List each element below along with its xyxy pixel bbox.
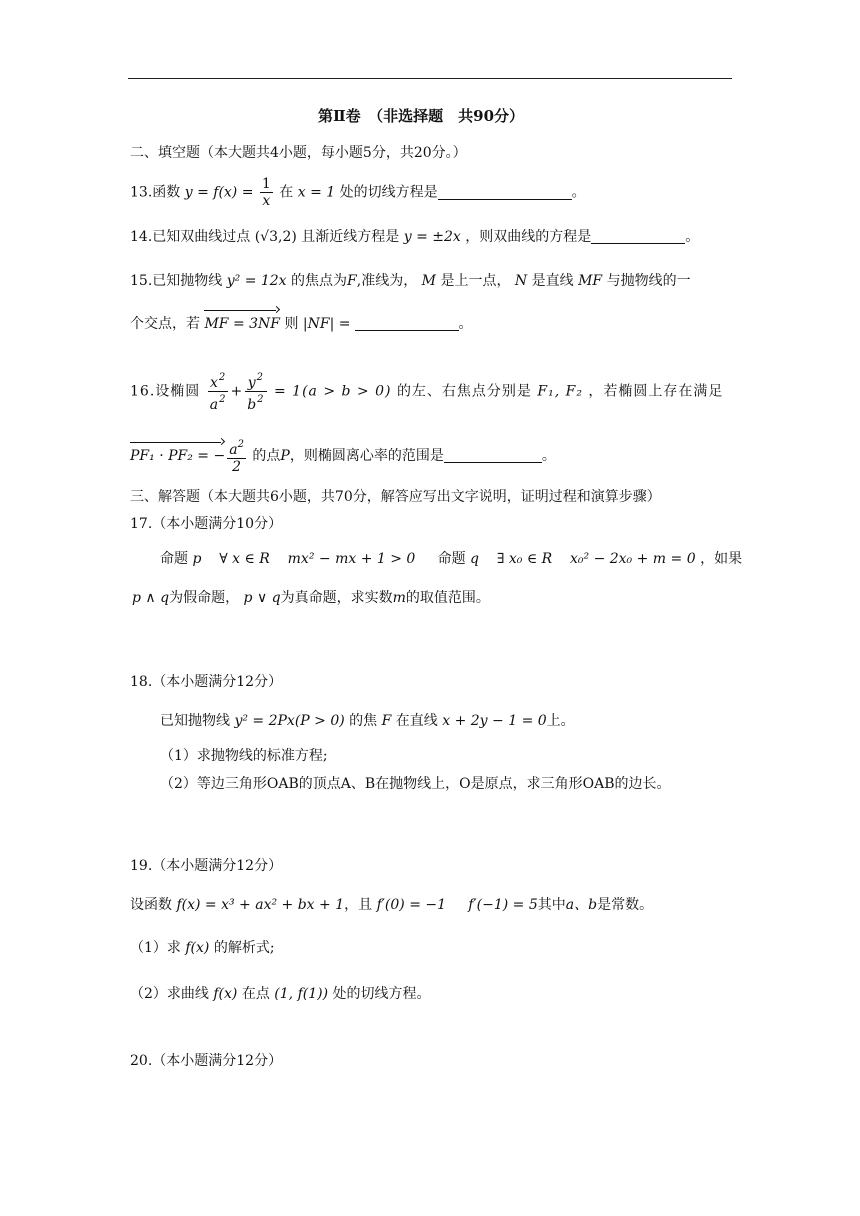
q16-frac-y: $\frac{y^2}{b^2}$: [247, 372, 265, 413]
q17-q: q: [470, 551, 480, 567]
page-title: 第Ⅱ卷 （非选择题 共90分）: [318, 107, 525, 125]
q19-a: 设函数: [130, 897, 172, 913]
q19-sub-2: [130, 984, 431, 1004]
q17-inequality: mx² − mx + 1 > 0: [287, 551, 416, 567]
q18-parabola: y² = 2Px(P > 0): [234, 713, 345, 729]
q17-or: p ∨ q: [243, 590, 281, 606]
q13-answer-blank[interactable]: [438, 185, 572, 200]
q18-F: F: [381, 713, 392, 729]
q17-forall: ∀ x ∈ R: [219, 551, 270, 567]
q17-l2-b: 为假命题，: [169, 590, 240, 606]
q17-g: ，如果: [700, 551, 743, 567]
q16-dot-product: PF₁ · PF₂ = −: [130, 448, 226, 464]
q13-text-a: 在: [279, 184, 294, 201]
q13-x-eq-1: x = 1: [297, 184, 336, 201]
q16-end: 。: [541, 448, 556, 464]
header-rule: [128, 78, 732, 79]
q13-fraction: $\frac{1}{x}$: [261, 176, 271, 209]
q16-frac-x: $\frac{x^2}{a^2}$: [209, 372, 227, 413]
q17-l2-d: 为真命题，求实数: [280, 590, 393, 606]
q16-condition: = 1(a > b > 0): [273, 383, 392, 400]
q19-s1-b: 的解析式;: [213, 940, 275, 956]
q19-heading: 19.（本小题满分12分）: [130, 858, 283, 874]
q18-d: 上。: [546, 713, 575, 729]
q15-M: M: [421, 273, 437, 289]
q15-N: N: [514, 273, 528, 289]
q19-cond-1: f′(0) = −1: [376, 897, 447, 913]
q17-heading: 17.（本小题满分10分）: [130, 516, 283, 532]
question-16-line-2: [130, 437, 556, 475]
q19-d: 其中: [537, 897, 566, 913]
section3-heading: 三、解答题（本大题共6小题，共70分，解答应写出文字说明，证明过程和演算步骤）: [130, 489, 661, 505]
q20-heading: 20.（本小题满分12分）: [130, 1053, 283, 1069]
q19-sub-1: [130, 938, 275, 958]
q18-c: 在直线: [395, 713, 438, 729]
q17-line-2: [132, 588, 490, 608]
q15-vector-eq: MF = 3NF: [204, 316, 281, 332]
q17-line-1: [160, 549, 742, 569]
question-16-line-1: 16.设椭圆 $\frac{x^2}{a^2}$ + $\frac{y^2}{b^2}$ = 1(a > b > 0) 的左、右焦点分别是 F₁, F₂ ，若椭圆上存在满足: [130, 372, 724, 413]
q13-end: 。: [571, 184, 586, 201]
question-15-line-2: [130, 314, 473, 334]
question-13: [130, 176, 586, 209]
q13-text-b: 处的切线方程是: [339, 184, 438, 201]
q16-post: ，若椭圆上存在满足: [588, 383, 724, 400]
q19-s2-a: （2）求曲线: [130, 986, 209, 1002]
q18-a: 已知抛物线: [160, 713, 230, 729]
q17-and: p ∧ q: [132, 590, 170, 606]
q17-p: p: [192, 551, 202, 567]
q19-function: f(x) = x³ + ax² + bx + 1: [176, 897, 345, 913]
q14-answer-blank[interactable]: [591, 229, 685, 244]
question-15-line-1: [130, 271, 691, 291]
q17-m: m: [392, 590, 406, 606]
q14-mid: 且渐近线方程是: [301, 229, 400, 245]
q15-MF: MF: [578, 273, 603, 289]
q15-b: ,准线为，: [356, 273, 418, 289]
q15-prefix: 15.已知抛物线: [130, 273, 223, 289]
question-14: [130, 227, 699, 247]
q19-s1-a: （1）求: [130, 940, 181, 956]
q17-l2-e: 的取值范围。: [405, 590, 490, 606]
q19-s2-c: 处的切线方程。: [332, 986, 431, 1002]
q15-nf: |NF| =: [302, 316, 351, 332]
q17-equation: x₀² − 2x₀ + m = 0: [570, 551, 696, 567]
q15-parabola: y² = 12x: [226, 273, 287, 289]
q16-prefix: 16.设椭圆: [130, 383, 201, 400]
q14-prefix: 14.已知双曲线过点: [130, 229, 251, 245]
q14-point: (√3,2): [254, 229, 297, 245]
q17-a: 命题: [160, 551, 188, 567]
q16-frac-a: $\frac{a^2}{2}$: [229, 439, 244, 475]
q15-e: 与抛物线的一: [606, 273, 691, 289]
q18-sub-1: （1）求抛物线的标准方程;: [160, 748, 328, 764]
q17-d: 命题: [437, 551, 466, 567]
q19-s2-point: (1, f(1)): [274, 986, 329, 1002]
q15-d: 是直线: [531, 273, 574, 289]
q18-sub-2: （2）等边三角形OAB的顶点A、B在抛物线上，O是原点，求三角形OAB的边长。: [160, 776, 671, 792]
q13-prefix: 13.函数: [130, 184, 181, 201]
q16-mid2: 的点: [252, 448, 281, 464]
q15-l2-mid: 则: [284, 316, 299, 332]
q19-s1-fx: f(x): [185, 940, 210, 956]
q18-heading: 18.（本小题满分12分）: [130, 674, 283, 690]
q18-line-1: [160, 711, 575, 731]
q18-line: x + 2y − 1 = 0: [442, 713, 547, 729]
q13-function: y = f(x) =: [184, 184, 254, 201]
q14-end: 。: [685, 229, 700, 245]
q19-b: ，且: [344, 897, 373, 913]
q16-P: P: [280, 448, 290, 464]
q19-cond-2: f′(−1) = 5: [468, 897, 538, 913]
q16-post2: ，则椭圆离心率的范围是: [289, 448, 444, 464]
q16-foci: F₁, F₂: [537, 383, 583, 400]
section2-heading: 二、填空题（本大题共4小题，每小题5分，共20分。）: [130, 145, 467, 161]
q15-answer-blank[interactable]: [355, 316, 459, 331]
q19-s2-b: 在点: [241, 986, 270, 1002]
q16-mid: 的左、右焦点分别是: [396, 383, 532, 400]
q19-e: 是常数。: [597, 897, 654, 913]
q15-l2-end: 。: [458, 316, 473, 332]
q18-b: 的焦: [349, 713, 378, 729]
q19-s2-fx: f(x): [213, 986, 238, 1002]
q15-a: 的焦点为: [291, 273, 348, 289]
q19-line-1: [130, 895, 653, 915]
q16-answer-blank[interactable]: [444, 448, 542, 463]
q19-ab: a、b: [565, 897, 598, 913]
q14-post: ，则双曲线的方程是: [465, 229, 592, 245]
q15-l2-prefix: 个交点，若: [130, 316, 200, 332]
q15-c: 是上一点，: [440, 273, 511, 289]
q14-asymptote: y = ±2x: [403, 229, 461, 245]
q15-F: F: [347, 273, 357, 289]
q17-exists: ∃ x₀ ∈ R: [496, 551, 553, 567]
